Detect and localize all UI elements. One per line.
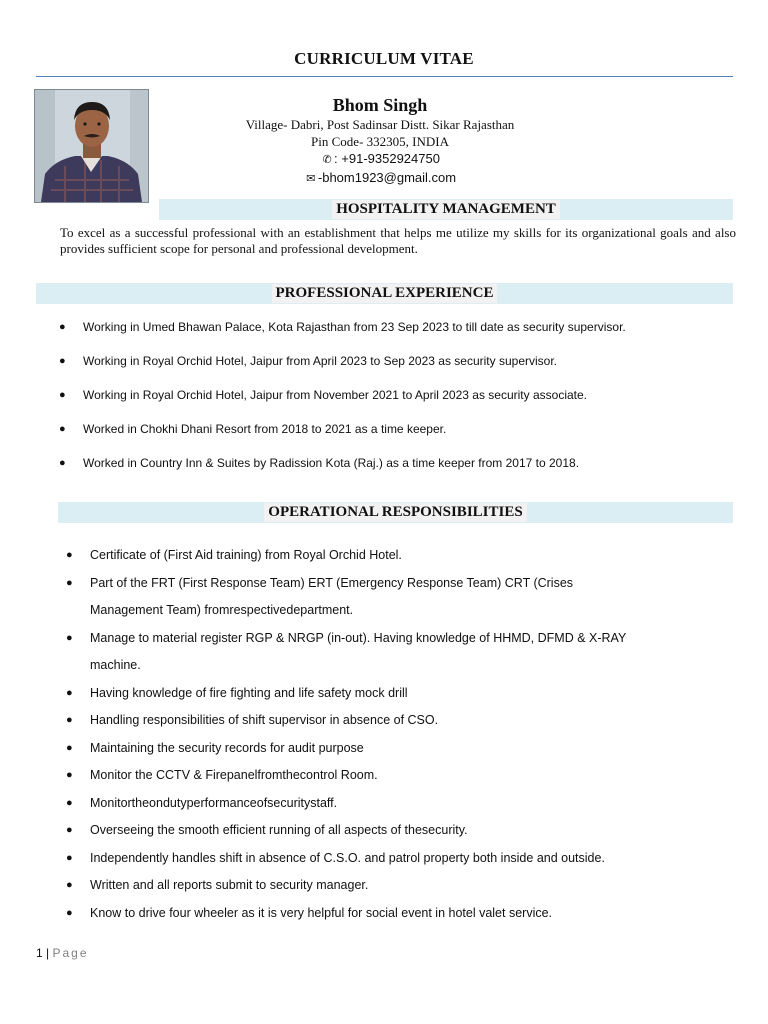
list-item: ● Manage to material register RGP & NRGP (in-out). Having knowledge of HHMD, DFMD & X-RAY [0, 625, 626, 653]
experience-item: ● Working in Umed Bhawan Palace, Kota Rajasthan from 23 Sep 2023 to till date as security supervisor. [59, 320, 626, 334]
phone-icon: ✆ [322, 154, 332, 166]
list-item-continuation: machine. [90, 658, 141, 672]
bullet-icon: ● [66, 714, 73, 726]
list-item: ● Having knowledge of fire fighting and life safety mock drill [0, 680, 626, 708]
bullet-icon: ● [66, 796, 73, 809]
list-item: ● Handling responsibilities of shift supervisor in absence of CSO. [0, 707, 626, 735]
bullet-icon: ● [59, 321, 66, 333]
career-objective: To excel as a successful professional with an establishment that helps me utilize my skills for its organizational goals and also provides sufficient scope for personal and professional development. [60, 225, 736, 256]
bullet-icon: ● [66, 824, 73, 836]
list-item-continuation: Management Team) fromrespectivedepartment. [90, 603, 354, 617]
list-item: ● Part of the FRT (First Response Team) ERT (Emergency Response Team) CRT (Crises [0, 570, 626, 598]
page-footer [36, 946, 89, 960]
list-item: ● Monitor the CCTV & Firepanelfromthecontrol Room. [0, 762, 626, 790]
profile-photo [34, 89, 149, 203]
list-item: ● Know to drive four wheeler as it is very helpful for social event in hotel valet service. [0, 900, 626, 928]
contact-header [150, 94, 610, 188]
email-line [150, 169, 610, 188]
section-header-operations: OPERATIONAL RESPONSIBILITIES [58, 502, 733, 523]
page-number: 1 [36, 946, 43, 960]
phone-number: : +91-9352924750 [334, 151, 440, 166]
experience-item: ● Worked in Chokhi Dhani Resort from 2018 to 2021 as a time keeper. [59, 422, 447, 436]
operations-list [0, 542, 626, 927]
list-item: ● Independently handles shift in absence of C.S.O. and patrol property both inside and outside. [0, 845, 626, 873]
phone-line [150, 150, 610, 169]
bullet-icon: ● [59, 457, 66, 469]
envelope-icon: ✉ [306, 173, 316, 185]
experience-item: ● Working in Royal Orchid Hotel, Jaipur from April 2023 to Sep 2023 as security supervisor. [59, 354, 557, 368]
footer-separator: | [46, 946, 50, 960]
bullet-icon: ● [66, 631, 73, 644]
section-header-experience: PROFESSIONAL EXPERIENCE [36, 283, 733, 304]
bullet-icon: ● [66, 686, 73, 699]
experience-item: ● Working in Royal Orchid Hotel, Jaipur from November 2021 to April 2023 as security associate. [59, 388, 588, 402]
bullet-icon: ● [59, 389, 66, 401]
list-item: ● Overseeing the smooth efficient running of all aspects of thesecurity. [0, 817, 626, 845]
section-header-hospitality: HOSPITALITY MANAGEMENT [159, 199, 733, 220]
bullet-icon: ● [66, 879, 73, 891]
page-label: Page [52, 946, 89, 960]
experience-item: ● Worked in Country Inn & Suites by Radission Kota (Raj.) as a time keeper from 2017 to 2018. [59, 456, 580, 470]
bullet-icon: ● [59, 355, 66, 367]
bullet-icon: ● [66, 769, 73, 781]
list-item: ● Certificate of (First Aid training) from Royal Orchid Hotel. [0, 542, 626, 570]
list-item: ● Maintaining the security records for audit purpose [0, 735, 626, 763]
pin-code-line: Pin Code- 332305, INDIA [311, 134, 449, 149]
candidate-name: Bhom Singh [332, 95, 428, 115]
bullet-icon: ● [66, 549, 73, 561]
bullet-icon: ● [66, 906, 73, 919]
address-line: Village- Dabri, Post Sadinsar Distt. Sikar Rajasthan [245, 117, 515, 132]
list-item: ● Monitortheondutyperformanceofsecuritystaff. [0, 790, 626, 818]
experience-list [0, 319, 626, 489]
bullet-icon: ● [66, 741, 73, 754]
bullet-icon: ● [66, 576, 73, 589]
list-item: ● Written and all reports submit to security manager. [0, 872, 626, 900]
bullet-icon: ● [66, 851, 73, 864]
email-address[interactable]: -bhom1923@gmail.com [317, 170, 457, 185]
title-divider [36, 76, 733, 77]
page-title: CURRICULUM VITAE [294, 49, 474, 68]
bullet-icon: ● [59, 423, 66, 435]
